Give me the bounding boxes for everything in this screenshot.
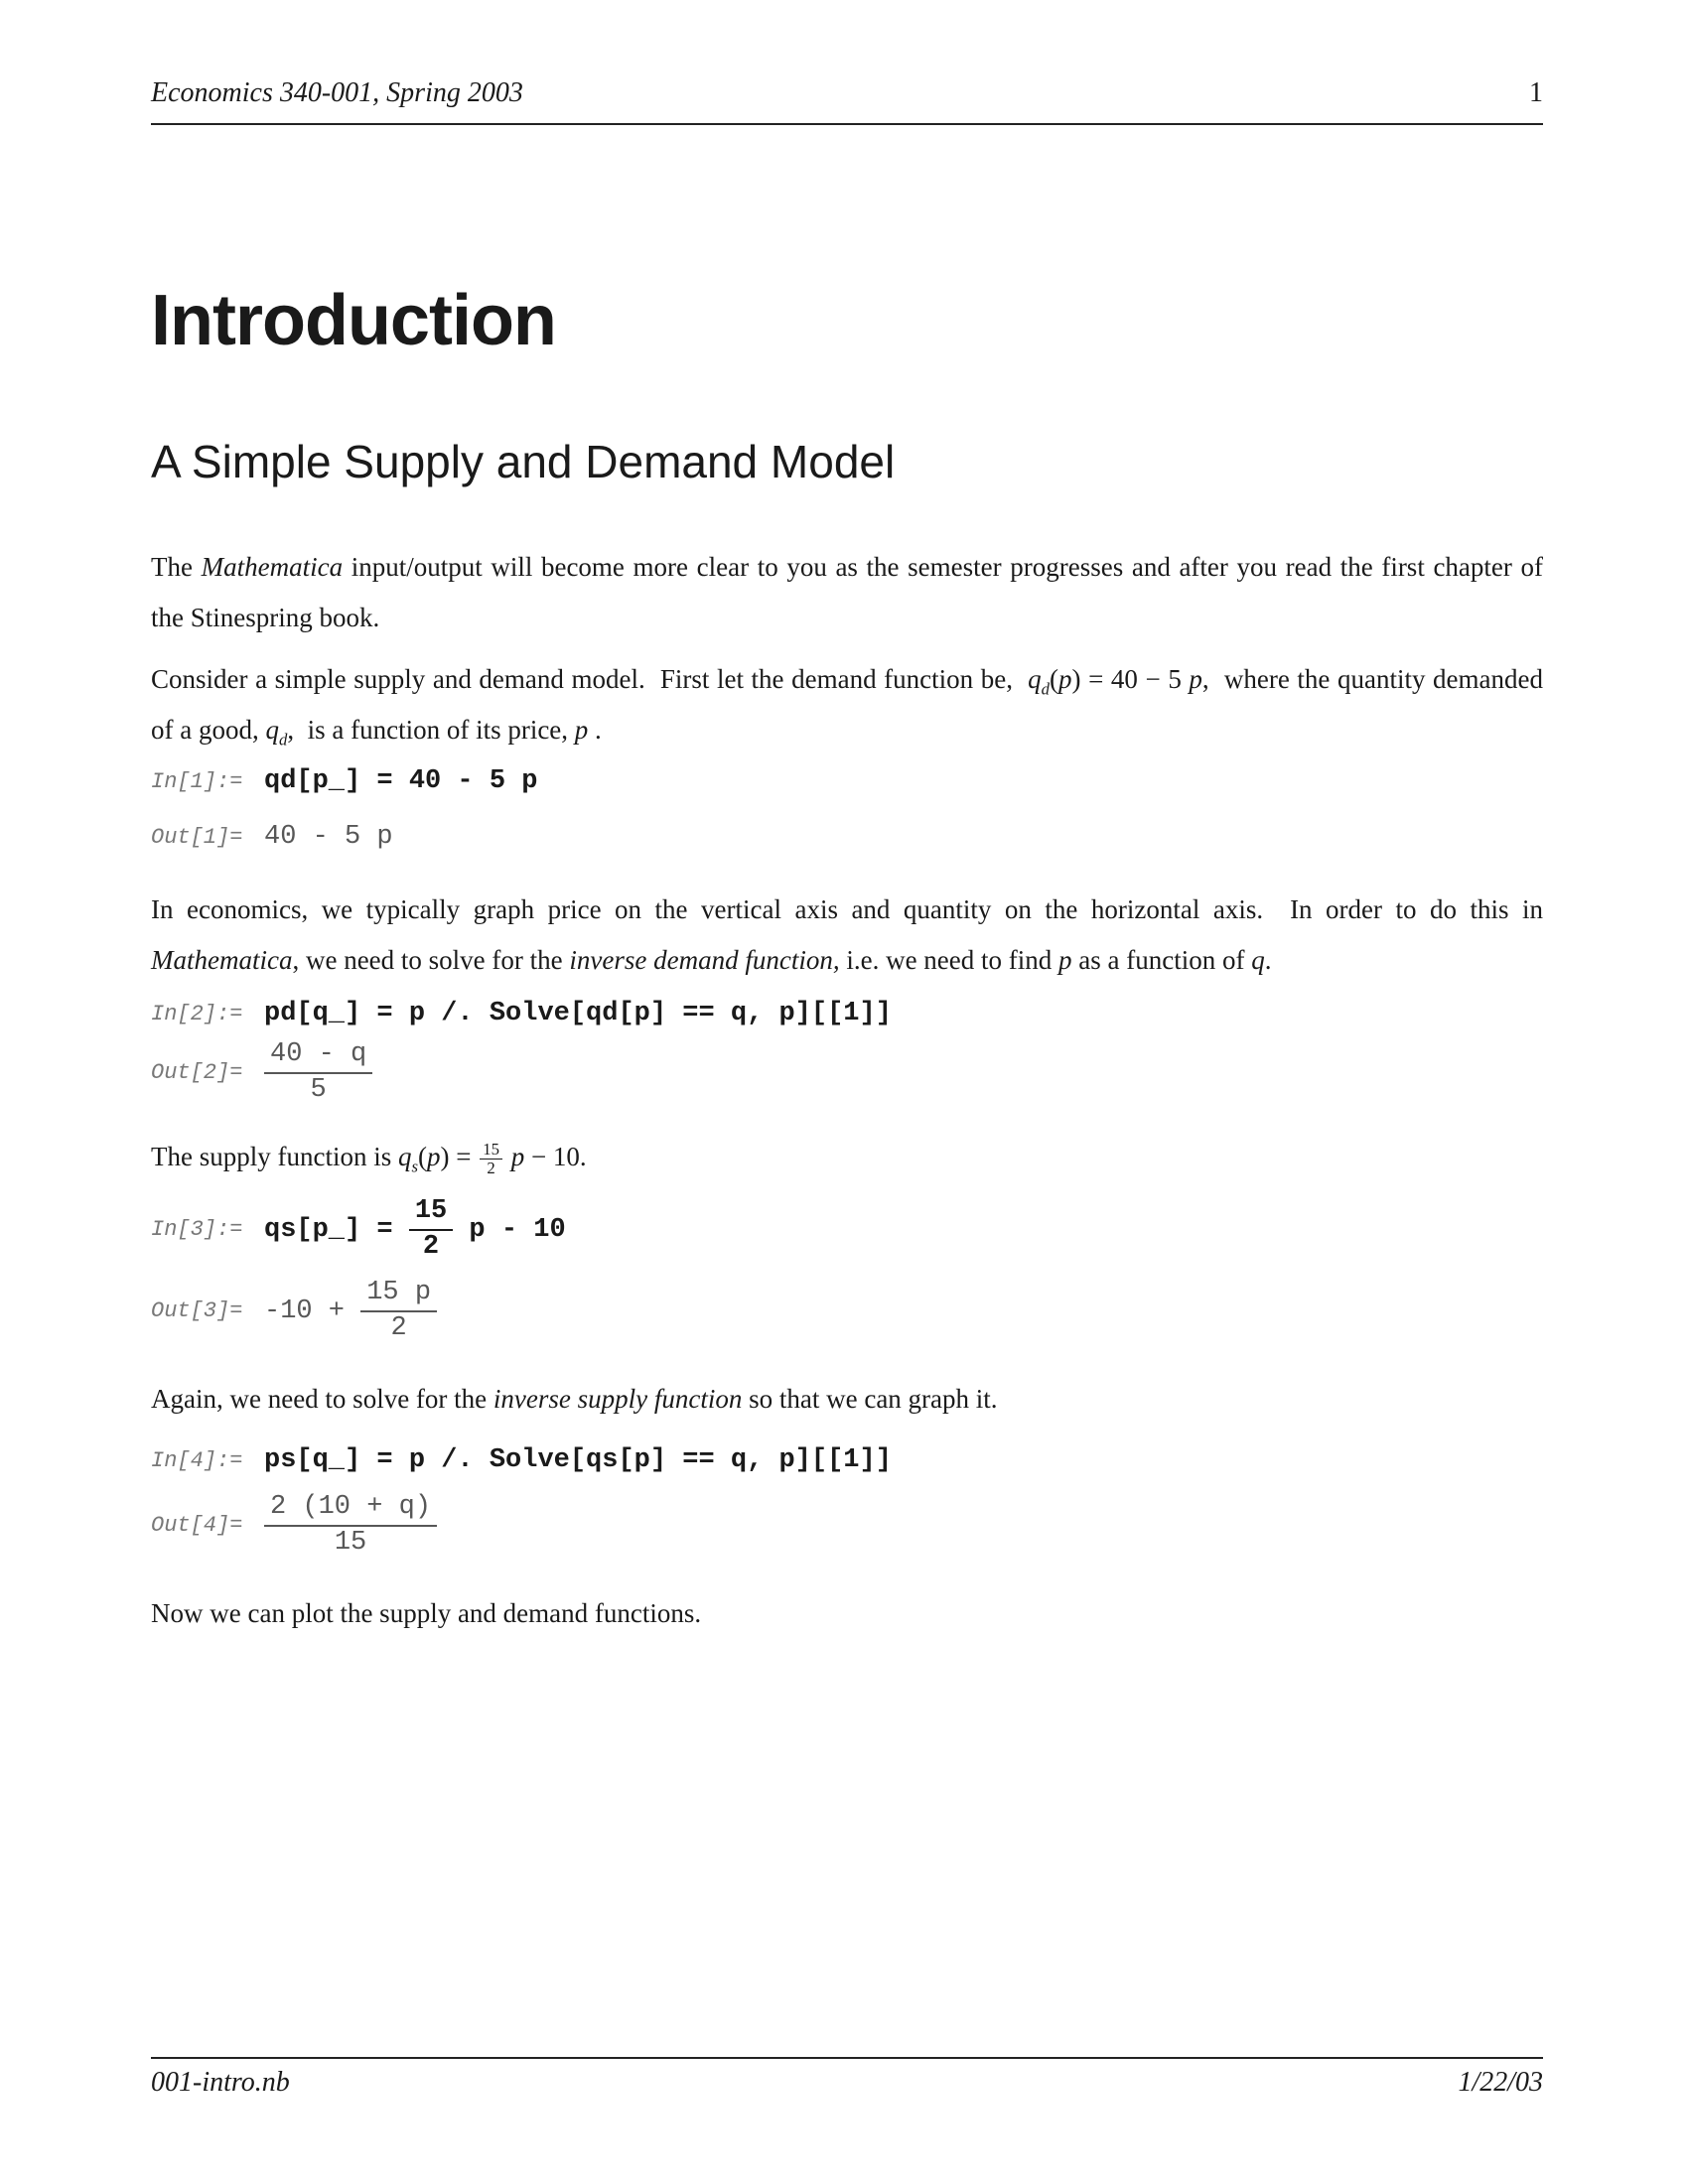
mathematica-output-cell-3 <box>151 1277 1543 1346</box>
out3-fraction-numerator: 15 p <box>360 1277 437 1312</box>
footer-date: 1/22/03 <box>1458 2067 1543 2098</box>
out1-label: Out[1]= <box>151 825 243 850</box>
in1-label: In[1]:= <box>151 769 243 794</box>
mathematica-input-cell-4 <box>151 1445 1543 1475</box>
out1-value: 40 - 5 p <box>264 822 393 852</box>
course-title: Economics 340-001, Spring 2003 <box>151 77 523 108</box>
footer-rule <box>151 2057 1543 2059</box>
page-footer <box>151 2067 1543 2099</box>
out3-value-before: -10 + <box>264 1296 361 1326</box>
mathematica-input-cell-3 <box>151 1195 1543 1265</box>
out3-label: Out[3]= <box>151 1298 243 1324</box>
in3-label: In[3]:= <box>151 1217 243 1243</box>
paragraph-supply-function: The supply function is $q_s(p)$ = $\frac{15}{2}$ p − 10. <box>151 1140 587 1178</box>
in3-fraction-denominator: 2 <box>422 1231 440 1262</box>
in3-code-after: p - 10 <box>453 1214 566 1245</box>
out3-fraction-denominator: 2 <box>390 1312 407 1343</box>
footer-filename: 001-intro.nb <box>151 2067 290 2098</box>
page-number: 1 <box>1529 77 1543 108</box>
page-header <box>151 77 1543 109</box>
paragraph-demand-function: Consider a simple supply and demand model. First let the demand function be, $q_d(p) = 40 - 5$ p, where the quantity demanded of a good, $q_d$, is a function of its price, p . <box>151 664 1550 750</box>
document-title: Introduction <box>151 281 556 360</box>
out2-fraction-denominator: 5 <box>310 1074 327 1105</box>
mathematica-output-cell-1 <box>151 822 1543 852</box>
paragraph-inverse-demand: In economics, we typically graph price on the vertical axis and quantity on the horizontal axis. In order to do this in Mathematica, we need to solve for the inverse demand function, i.e. we need to find p as a function of q. <box>151 894 1550 975</box>
out2-label: Out[2]= <box>151 1060 243 1086</box>
paragraph-plot-note: Now we can plot the supply and demand functions. <box>151 1598 702 1628</box>
in3-code-before: qs[p_] = <box>264 1214 409 1245</box>
out4-fraction <box>264 1491 437 1561</box>
out2-fraction <box>264 1038 372 1108</box>
in1-code: qd[p_] = 40 - 5 p <box>264 766 538 796</box>
mathematica-output-cell-2 <box>151 1038 1543 1108</box>
in2-code: pd[q_] = p /. Solve[qd[p] == q, p][[1]] <box>264 999 892 1028</box>
out4-fraction-numerator: 2 (10 + q) <box>264 1491 437 1527</box>
paragraph-intro-mathematica: The Mathematica input/output will become more clear to you as the semester progresses and after you read the first chapter of the Stinespring book. <box>151 552 1550 632</box>
mathematica-output-cell-4 <box>151 1491 1543 1561</box>
header-rule <box>151 123 1543 125</box>
out4-fraction-denominator: 15 <box>334 1527 367 1558</box>
section-heading: A Simple Supply and Demand Model <box>151 436 896 487</box>
paragraph-inverse-supply: Again, we need to solve for the inverse supply function so that we can graph it. <box>151 1384 998 1414</box>
out2-fraction-numerator: 40 - q <box>264 1038 372 1074</box>
mathematica-input-cell-1 <box>151 766 1543 796</box>
out3-fraction <box>360 1277 437 1346</box>
in4-code: ps[q_] = p /. Solve[qs[p] == q, p][[1]] <box>264 1445 892 1475</box>
in3-fraction-numerator: 15 <box>409 1195 453 1231</box>
out4-label: Out[4]= <box>151 1513 243 1539</box>
in2-label: In[2]:= <box>151 1002 243 1026</box>
mathematica-input-cell-2 <box>151 999 1543 1028</box>
in3-fraction <box>409 1195 453 1265</box>
in4-label: In[4]:= <box>151 1448 243 1473</box>
